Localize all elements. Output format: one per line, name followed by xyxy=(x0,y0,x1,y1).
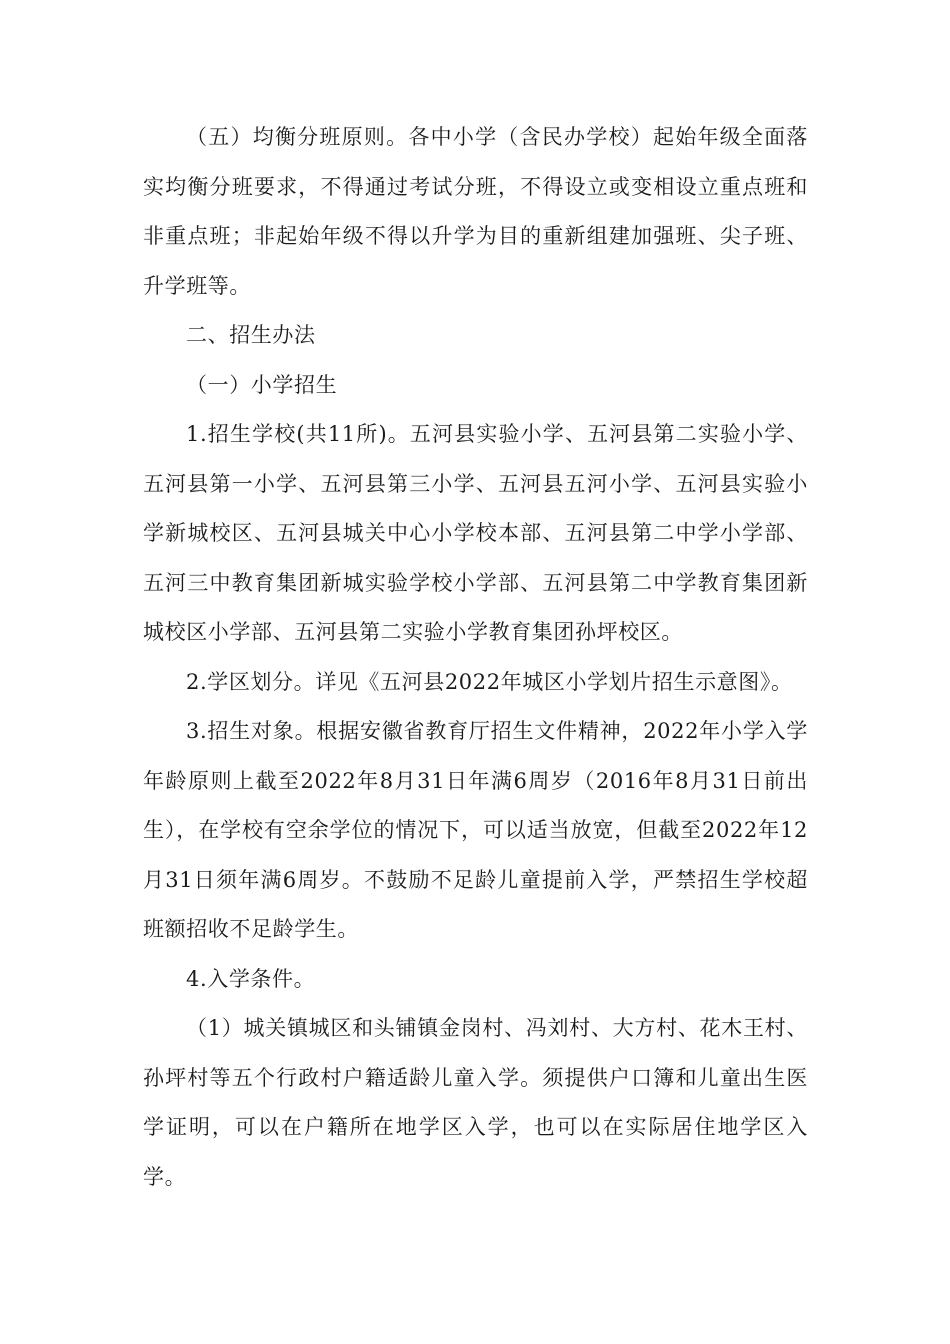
paragraph-enrollment-targets: 3.招生对象。根据安徽省教育厅招生文件精神，2022年小学入学年龄原则上截至2022年8月31日年满6周岁（2016年8月31日前出生），在学校有空余学位的情况下，可以适当放宽，但截至2022年12月31日须年满6周岁。不鼓励不足龄儿童提前入学，严禁招生学校超班额招收不足龄学生。 xyxy=(143,719,808,941)
document-body xyxy=(143,113,808,1202)
paragraph-admission-conditions: 4.入学条件。 xyxy=(186,966,316,991)
paragraph-condition-1: （1）城关镇城区和头铺镇金岗村、冯刘村、大方村、花木王村、孙坪村等五个行政村户籍适龄儿童入学。须提供户口簿和儿童出生医学证明，可以在户籍所在地学区入学，也可以在实际居住地学区入学。 xyxy=(143,1016,808,1189)
subsection-heading-primary-enrollment: （一）小学招生 xyxy=(186,372,338,397)
paragraph-balanced-class-principle: （五）均衡分班原则。各中小学（含民办学校）起始年级全面落实均衡分班要求，不得通过考试分班，不得设立或变相设立重点班和非重点班；非起始年级不得以升学为目的重新组建加强班、尖子班、升学班等。 xyxy=(143,125,808,298)
paragraph-school-district-division: 2.学区划分。详见《五河县2022年城区小学划片招生示意图》。 xyxy=(186,669,793,694)
section-heading-enrollment-methods: 二、招生办法 xyxy=(186,323,316,347)
paragraph-enrollment-schools: 1.招生学校(共11所)。五河县实验小学、五河县第二实验小学、五河县第一小学、五河县第三小学、五河县五河小学、五河县实验小学新城校区、五河县城关中心小学校本部、五河县第二中学小学部、五河三中教育集团新城实验学校小学部、五河县第二中学教育集团新城校区小学部、五河县第二实验小学教育集团孙坪校区。 xyxy=(143,422,808,644)
